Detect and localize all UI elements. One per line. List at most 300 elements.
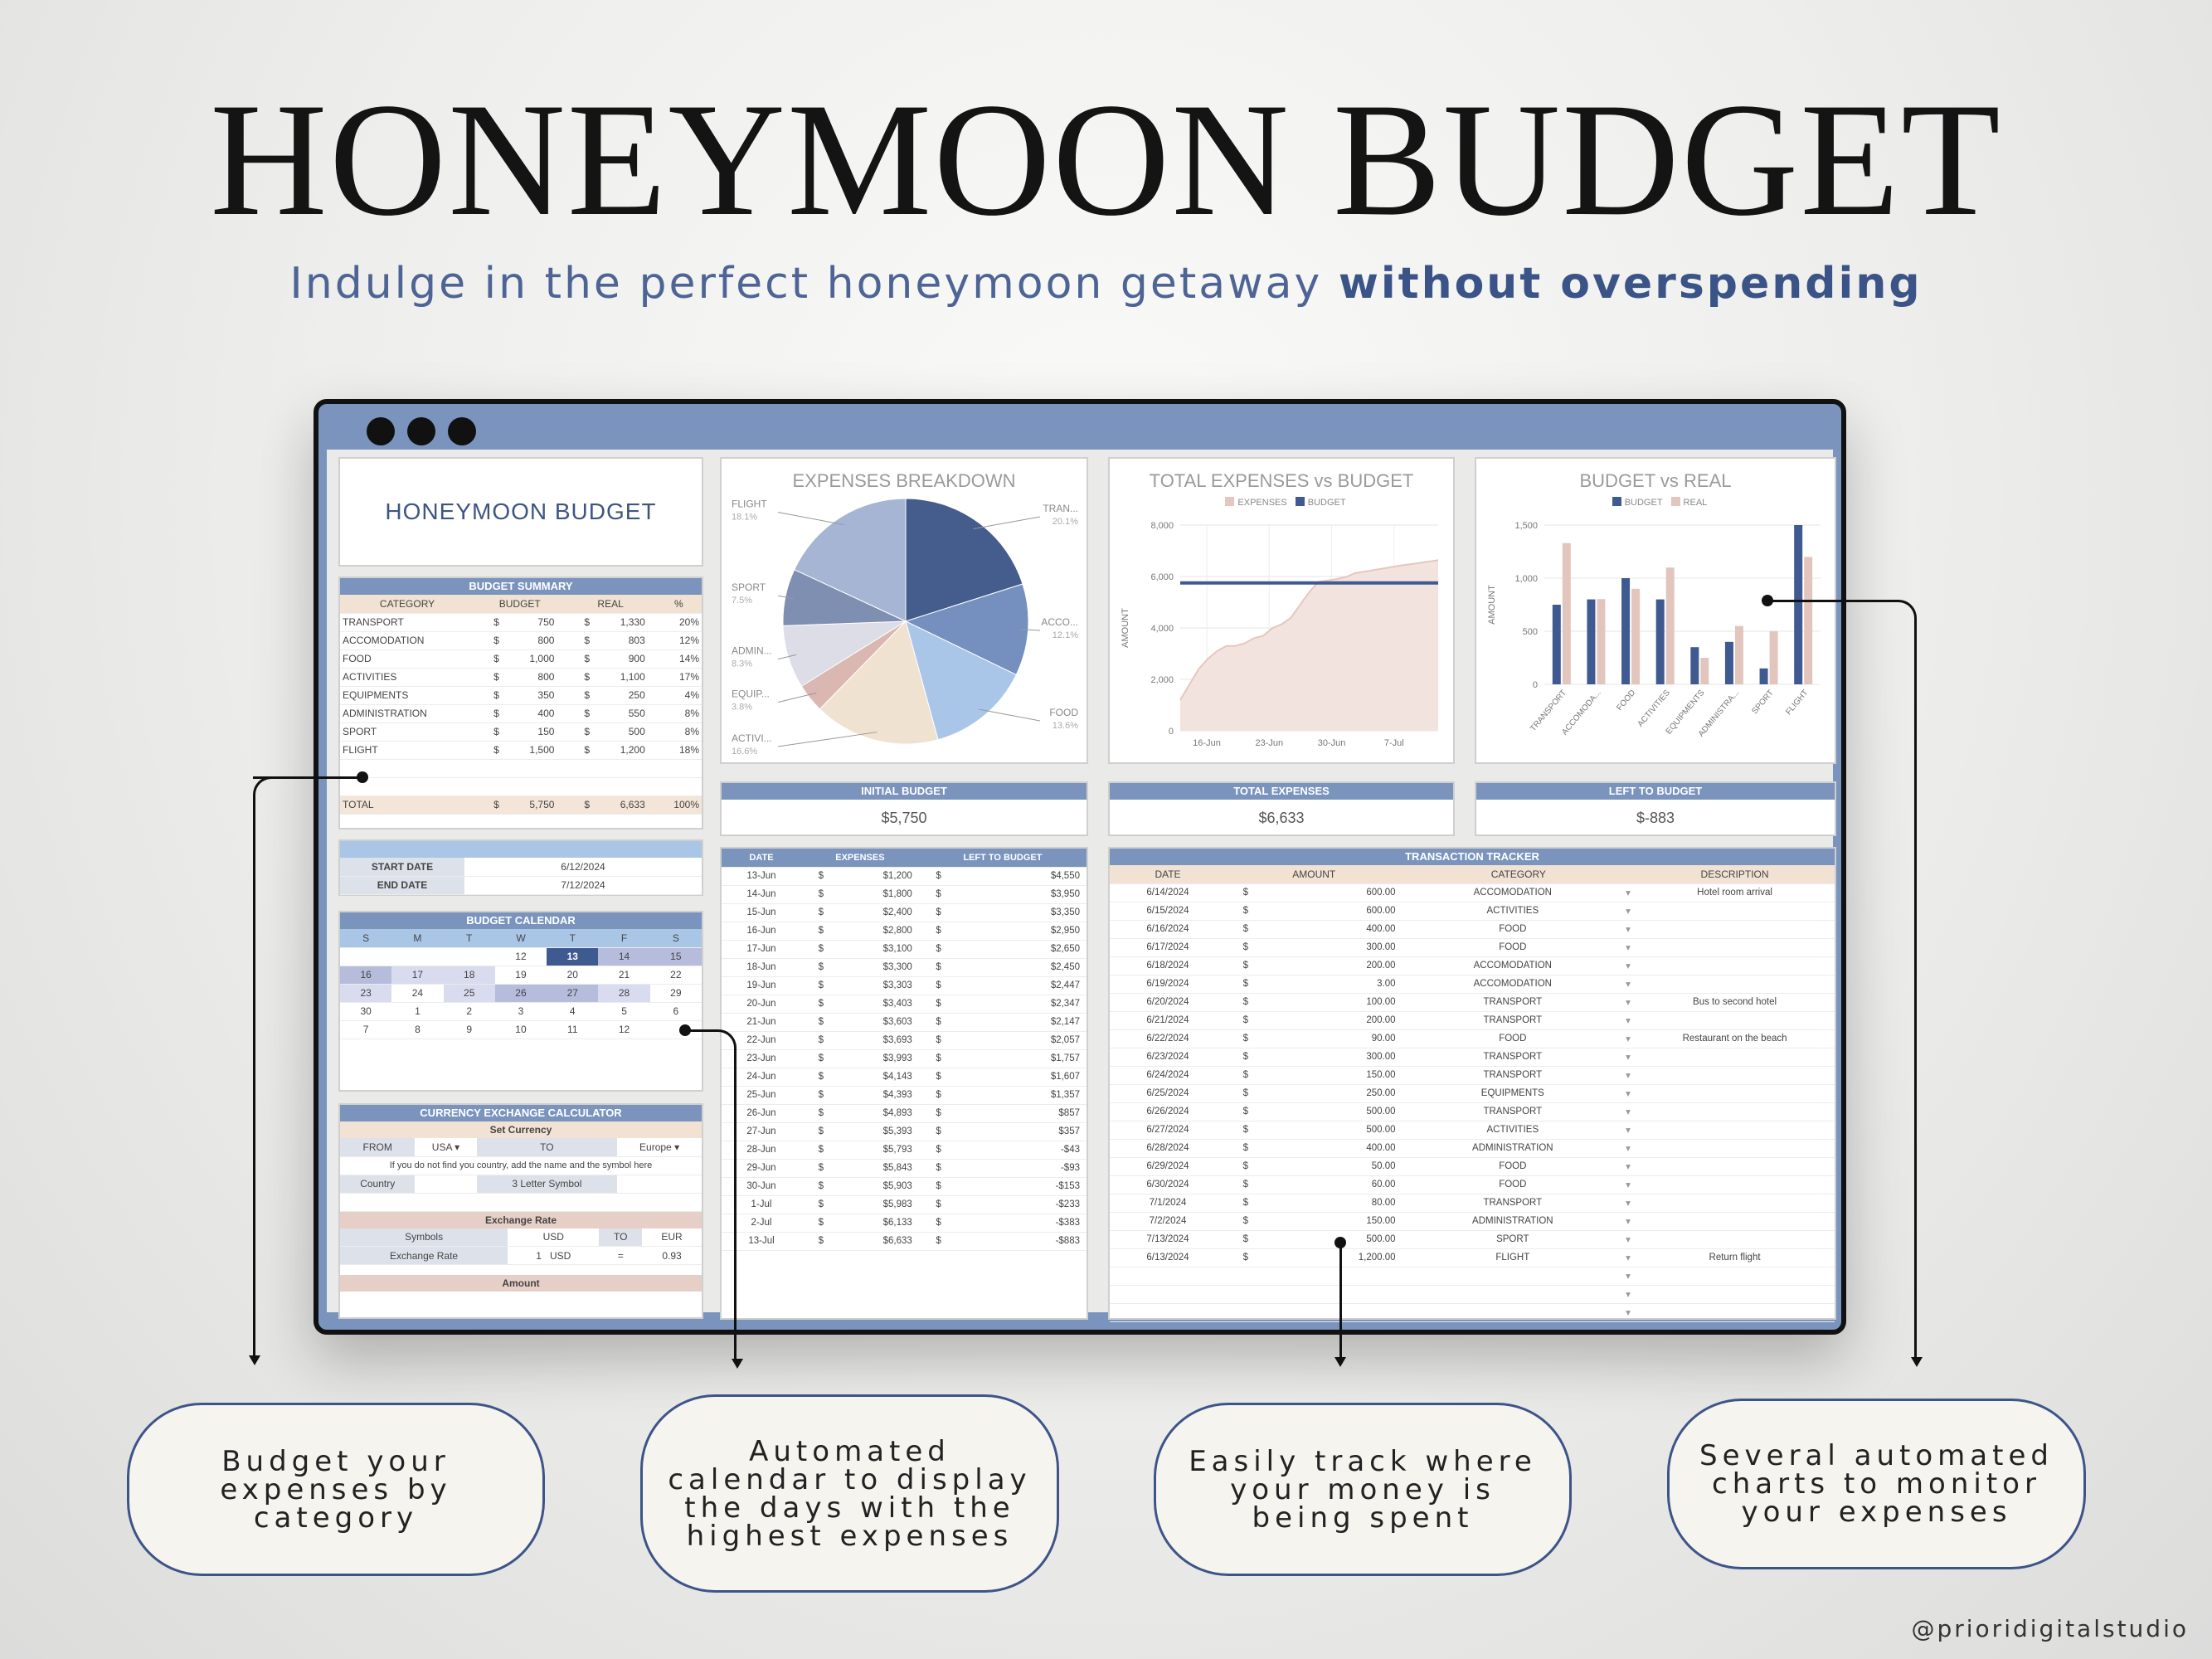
kpi-value: $-883 — [1636, 810, 1675, 826]
total-budget — [474, 795, 565, 814]
transaction-row[interactable] — [1110, 1121, 1835, 1139]
summary-pct: 18% — [656, 741, 702, 759]
daily-row[interactable] — [722, 885, 1087, 903]
currency-sign: $ — [584, 726, 591, 737]
pie-leader-line — [778, 513, 844, 525]
currency-sign: $ — [1226, 902, 1251, 920]
calendar-day[interactable]: 21 — [598, 966, 649, 984]
calendar-day[interactable]: 18 — [444, 966, 495, 984]
sheet-title-card — [338, 457, 703, 567]
daily-expense: $3,993 — [826, 1049, 919, 1068]
to-label-2: TO — [599, 1228, 642, 1247]
trk-category: FOOD — [1403, 1157, 1624, 1175]
currency-sign: $ — [801, 1068, 826, 1086]
trk-amount: 100.00 — [1251, 993, 1403, 1011]
summary-real — [565, 631, 655, 649]
trk-category: TRANSPORT — [1403, 1048, 1624, 1066]
summary-table — [340, 595, 702, 815]
rate-one-value: 1 — [536, 1249, 542, 1262]
daily-row[interactable] — [722, 1141, 1087, 1159]
summary-real — [565, 686, 655, 704]
calendar-day[interactable]: 12 — [495, 947, 547, 966]
calendar-day[interactable]: 19 — [495, 966, 547, 984]
category-dropdown-icon[interactable]: ▾ — [1623, 883, 1635, 902]
bar-real — [1631, 589, 1640, 684]
transaction-row[interactable] — [1110, 1194, 1835, 1212]
currency-sign: $ — [493, 744, 499, 756]
daily-row[interactable] — [722, 1122, 1087, 1141]
feature-bubble: Budget your expenses by category — [127, 1403, 545, 1576]
transaction-empty-row[interactable] — [1110, 1285, 1835, 1303]
rate-value[interactable]: 0.93 — [642, 1247, 702, 1265]
empty-cell — [1403, 1285, 1624, 1303]
calendar-day[interactable]: 2 — [444, 1002, 495, 1020]
currency-note: If you do not find you country, add the name and the symbol here — [340, 1156, 702, 1175]
daily-left: $2,950 — [944, 922, 1087, 940]
calendar-day[interactable]: 30 — [340, 1002, 391, 1020]
tracker-header: TRANSACTION TRACKER — [1110, 849, 1835, 865]
kpi-label: TOTAL EXPENSES — [1110, 783, 1453, 800]
daily-date: 30-Jun — [722, 1177, 801, 1195]
daily-left: $1,757 — [944, 1049, 1087, 1068]
daily-left: $2,347 — [944, 995, 1087, 1013]
category-dropdown-icon[interactable]: ▾ — [1623, 1048, 1635, 1066]
category-dropdown-icon[interactable]: ▾ — [1623, 1194, 1635, 1212]
kpi-initial-budget — [720, 781, 1088, 836]
currency-sign: $ — [801, 1049, 826, 1068]
summary-empty-row[interactable] — [340, 777, 702, 795]
category-dropdown-icon[interactable]: ▾ — [1623, 1084, 1635, 1102]
currency-sign: $ — [584, 635, 591, 646]
empty-cell — [1403, 1303, 1624, 1321]
summary-row[interactable] — [340, 668, 702, 686]
daily-row[interactable] — [722, 958, 1087, 976]
pie-svg — [722, 459, 1087, 762]
category-dropdown-icon[interactable]: ▾ — [1623, 1011, 1635, 1029]
daily-left: -$93 — [944, 1159, 1087, 1177]
category-dropdown-icon[interactable]: ▾ — [1623, 902, 1635, 920]
daily-date: 20-Jun — [722, 995, 801, 1013]
summary-row[interactable] — [340, 686, 702, 704]
currency-sign: $ — [919, 995, 944, 1013]
currency-calculator — [338, 1103, 703, 1319]
calendar-day[interactable]: 10 — [495, 1020, 547, 1039]
daily-left: $3,950 — [944, 885, 1087, 903]
calendar-day[interactable]: 22 — [650, 966, 702, 984]
col-pct: % — [656, 595, 702, 613]
daily-row[interactable] — [722, 922, 1087, 940]
trk-date: 6/20/2024 — [1110, 993, 1226, 1011]
y-tick-label: 4,000 — [1150, 624, 1174, 634]
currency-sign: $ — [801, 940, 826, 958]
pie-category-label: FLIGHT — [732, 498, 767, 510]
summary-budget — [474, 668, 565, 686]
transaction-row[interactable] — [1110, 1066, 1835, 1084]
to-select[interactable]: Europe ▾ — [617, 1138, 702, 1156]
summary-real — [565, 613, 655, 631]
trk-amount: 150.00 — [1251, 1212, 1403, 1230]
x-tick-label: 7-Jul — [1383, 738, 1404, 748]
category-dropdown-icon[interactable]: ▾ — [1623, 1285, 1635, 1303]
daily-row[interactable] — [722, 1031, 1087, 1049]
country-input[interactable] — [415, 1175, 476, 1193]
transaction-row[interactable] — [1110, 1175, 1835, 1194]
currency-sign: $ — [584, 708, 591, 719]
daily-date: 16-Jun — [722, 922, 801, 940]
summary-row[interactable] — [340, 722, 702, 741]
daily-row[interactable] — [722, 1086, 1087, 1104]
currency-sign: $ — [919, 1104, 944, 1122]
empty-cell — [1110, 1303, 1226, 1321]
connector-line — [1767, 600, 1917, 1359]
trk-description: Return flight — [1635, 1248, 1835, 1267]
real-value: 250 — [628, 689, 645, 701]
window-dot-icon[interactable] — [407, 417, 435, 445]
currency-sign: $ — [1226, 1139, 1251, 1157]
currency-sign: $ — [919, 1141, 944, 1159]
daily-expense: $5,843 — [826, 1159, 919, 1177]
summary-budget — [474, 686, 565, 704]
category-dropdown-icon[interactable]: ▾ — [1623, 1029, 1635, 1048]
rate-eq: = — [599, 1247, 642, 1265]
currency-sign: $ — [801, 995, 826, 1013]
real-value: 500 — [628, 726, 645, 737]
daily-expense: $4,893 — [826, 1104, 919, 1122]
empty-cell — [656, 759, 702, 777]
category-dropdown-icon[interactable]: ▾ — [1623, 993, 1635, 1011]
currency-sign: $ — [919, 1195, 944, 1214]
transaction-row[interactable] — [1110, 1084, 1835, 1102]
daily-left: $857 — [944, 1104, 1087, 1122]
y-tick-label: 1,000 — [1514, 574, 1538, 584]
summary-budget — [474, 704, 565, 722]
category-dropdown-icon[interactable]: ▾ — [1623, 1230, 1635, 1248]
col-real: REAL — [565, 595, 655, 613]
empty-cell — [565, 777, 655, 795]
expenses-vs-budget-chart — [1108, 457, 1455, 764]
x-tick-label: 16-Jun — [1193, 738, 1221, 748]
trk-amount: 500.00 — [1251, 1102, 1403, 1121]
summary-row[interactable] — [340, 613, 702, 631]
daily-left: $2,147 — [944, 1013, 1087, 1031]
daily-expense: $3,693 — [826, 1031, 919, 1049]
summary-budget — [474, 741, 565, 759]
daily-row[interactable] — [722, 1013, 1087, 1031]
calendar-grid — [340, 929, 702, 1039]
calendar-day[interactable]: 26 — [495, 984, 547, 1002]
category-dropdown-icon[interactable]: ▾ — [1623, 1248, 1635, 1267]
calendar-day[interactable] — [391, 947, 443, 966]
trk-date: 7/2/2024 — [1110, 1212, 1226, 1230]
category-dropdown-icon[interactable]: ▾ — [1623, 1267, 1635, 1285]
category-dropdown-icon[interactable]: ▾ — [1623, 1303, 1635, 1321]
page-subtitle — [0, 259, 2212, 309]
trk-category: ACCOMODATION — [1403, 956, 1624, 975]
daily-left: $2,650 — [944, 940, 1087, 958]
trk-amount: 500.00 — [1251, 1230, 1403, 1248]
category-dropdown-icon[interactable]: ▾ — [1623, 1212, 1635, 1230]
transaction-row[interactable] — [1110, 883, 1835, 902]
currency-sign: $ — [1226, 938, 1251, 956]
summary-empty-row[interactable] — [340, 759, 702, 777]
trk-category: ACTIVITIES — [1403, 902, 1624, 920]
daily-row[interactable] — [722, 940, 1087, 958]
transaction-empty-row[interactable] — [1110, 1267, 1835, 1285]
calendar-day[interactable]: 16 — [340, 966, 391, 984]
trk-category: TRANSPORT — [1403, 1102, 1624, 1121]
trk-date: 6/16/2024 — [1110, 920, 1226, 938]
calendar-week — [340, 984, 702, 1002]
connector-line — [684, 1029, 737, 1363]
real-value: 1,100 — [620, 671, 645, 683]
calendar-day[interactable]: 24 — [391, 984, 443, 1002]
category-dropdown-icon[interactable]: ▾ — [1623, 1066, 1635, 1084]
category-dropdown-icon[interactable]: ▾ — [1623, 975, 1635, 993]
category-dropdown-icon[interactable]: ▾ — [1623, 1157, 1635, 1175]
end-date-value[interactable]: 7/12/2024 — [464, 876, 702, 894]
calendar-day[interactable]: 23 — [340, 984, 391, 1002]
transaction-row[interactable] — [1110, 1011, 1835, 1029]
daily-left: $3,350 — [944, 903, 1087, 922]
currency-sign: $ — [1226, 1194, 1251, 1212]
trk-amount: 3.00 — [1251, 975, 1403, 993]
trk-date: 6/21/2024 — [1110, 1011, 1226, 1029]
transaction-row[interactable] — [1110, 1230, 1835, 1248]
daily-row[interactable] — [722, 867, 1087, 885]
calendar-day[interactable]: 6 — [650, 1002, 702, 1020]
currency-sign: $ — [919, 1049, 944, 1068]
daily-left: $2,447 — [944, 976, 1087, 995]
from-value: USA — [431, 1141, 452, 1153]
pie-category-label: SPORT — [732, 581, 766, 594]
transaction-row[interactable] — [1110, 938, 1835, 956]
kpi-total-expenses — [1108, 781, 1455, 836]
calendar-day[interactable]: 9 — [444, 1020, 495, 1039]
calendar-day[interactable]: 8 — [391, 1020, 443, 1039]
category-dropdown-icon[interactable]: ▾ — [1623, 1121, 1635, 1139]
daily-expense: $3,403 — [826, 995, 919, 1013]
daily-col-date: DATE — [722, 849, 801, 867]
currency-sign: $ — [1226, 1248, 1251, 1267]
summary-row[interactable] — [340, 741, 702, 759]
legend-budget: BUDGET — [1307, 498, 1346, 508]
calendar-day[interactable]: 5 — [598, 1002, 649, 1020]
daily-expense: $3,300 — [826, 958, 919, 976]
transaction-row[interactable] — [1110, 920, 1835, 938]
calendar-day[interactable] — [444, 947, 495, 966]
daily-date: 23-Jun — [722, 1049, 801, 1068]
daily-expense: $5,793 — [826, 1141, 919, 1159]
weekday-label: T — [444, 929, 495, 947]
daily-row[interactable] — [722, 1049, 1087, 1068]
daily-row[interactable] — [722, 1104, 1087, 1122]
transaction-empty-row[interactable] — [1110, 1303, 1835, 1321]
empty-cell — [1251, 1267, 1403, 1285]
currency-sign: $ — [919, 1214, 944, 1232]
daily-expense: $1,200 — [826, 867, 919, 885]
currency-sign: $ — [919, 885, 944, 903]
daily-row[interactable] — [722, 976, 1087, 995]
budget-value: 800 — [537, 671, 555, 683]
calendar-day[interactable]: 29 — [650, 984, 702, 1002]
y-axis-label: AMOUNT — [1121, 608, 1130, 648]
daily-row[interactable] — [722, 1232, 1087, 1250]
calendar-day[interactable]: 3 — [495, 1002, 547, 1020]
trk-category: FLIGHT — [1403, 1248, 1624, 1267]
transaction-row[interactable] — [1110, 975, 1835, 993]
bar-budget — [1656, 600, 1665, 684]
daily-row[interactable] — [722, 1177, 1087, 1195]
trk-date: 6/30/2024 — [1110, 1175, 1226, 1194]
daily-date: 17-Jun — [722, 940, 801, 958]
daily-row[interactable] — [722, 1195, 1087, 1214]
empty-cell — [565, 759, 655, 777]
currency-sign: $ — [801, 1177, 826, 1195]
calendar-day[interactable]: 17 — [391, 966, 443, 984]
rate-one — [508, 1247, 599, 1265]
real-value: 1,200 — [620, 744, 645, 756]
category-dropdown-icon[interactable]: ▾ — [1623, 1139, 1635, 1157]
window-dot-icon[interactable] — [448, 417, 476, 445]
currency-header: CURRENCY EXCHANGE CALCULATOR — [340, 1105, 702, 1121]
trk-amount: 200.00 — [1251, 956, 1403, 975]
trk-amount: 500.00 — [1251, 1121, 1403, 1139]
daily-expense: $4,393 — [826, 1086, 919, 1104]
daily-date: 1-Jul — [722, 1195, 801, 1214]
category-dropdown-icon[interactable]: ▾ — [1623, 956, 1635, 975]
transaction-row[interactable] — [1110, 1048, 1835, 1066]
calendar-week — [340, 966, 702, 984]
daily-row[interactable] — [722, 903, 1087, 922]
daily-row[interactable] — [722, 1068, 1087, 1086]
daily-date: 18-Jun — [722, 958, 801, 976]
summary-category: FOOD — [340, 649, 474, 668]
trk-date: 6/25/2024 — [1110, 1084, 1226, 1102]
daily-date: 27-Jun — [722, 1122, 801, 1141]
connector-arrow-icon — [1911, 1357, 1923, 1367]
calendar-day[interactable]: 1 — [391, 1002, 443, 1020]
currency-sign: $ — [919, 1031, 944, 1049]
summary-category: TRANSPORT — [340, 613, 474, 631]
currency-sign: $ — [493, 689, 499, 701]
currency-sign: $ — [584, 653, 591, 664]
trk-category: FOOD — [1403, 1029, 1624, 1048]
daily-date: 13-Jun — [722, 867, 801, 885]
currency-sign: $ — [919, 940, 944, 958]
currency-sign: $ — [919, 867, 944, 885]
category-dropdown-icon[interactable]: ▾ — [1623, 1175, 1635, 1194]
weekday-label: F — [598, 929, 649, 947]
calendar-day[interactable]: 7 — [340, 1020, 391, 1039]
empty-cell — [656, 777, 702, 795]
calendar-day[interactable] — [340, 947, 391, 966]
summary-row[interactable] — [340, 704, 702, 722]
connector-arrow-icon — [732, 1359, 743, 1369]
summary-row[interactable] — [340, 649, 702, 668]
calendar-day[interactable]: 15 — [650, 947, 702, 966]
empty-cell — [1251, 1285, 1403, 1303]
currency-sign: $ — [919, 1013, 944, 1031]
transaction-row[interactable] — [1110, 1139, 1835, 1157]
weekday-label: M — [391, 929, 443, 947]
trk-category: ACTIVITIES — [1403, 1121, 1624, 1139]
currency-sign: $ — [1226, 1102, 1251, 1121]
trk-amount: 250.00 — [1251, 1084, 1403, 1102]
transaction-row[interactable] — [1110, 993, 1835, 1011]
category-dropdown-icon[interactable]: ▾ — [1623, 938, 1635, 956]
transaction-row[interactable] — [1110, 956, 1835, 975]
weekday-label: S — [650, 929, 702, 947]
transaction-row[interactable] — [1110, 1029, 1835, 1048]
daily-row[interactable] — [722, 1214, 1087, 1232]
feature-bubble: Automated calendar to display the days with the highest expenses — [640, 1394, 1059, 1593]
bar-real — [1597, 599, 1605, 684]
y-tick-label: 0 — [1168, 727, 1174, 737]
trk-amount: 300.00 — [1251, 938, 1403, 956]
transaction-row[interactable] — [1110, 1248, 1835, 1267]
category-dropdown-icon[interactable]: ▾ — [1623, 1102, 1635, 1121]
trk-date: 7/13/2024 — [1110, 1230, 1226, 1248]
calendar-header: BUDGET CALENDAR — [340, 912, 702, 929]
connector-dot — [679, 1024, 691, 1036]
calendar-day[interactable]: 20 — [547, 966, 598, 984]
from-select[interactable]: USA ▾ — [415, 1138, 476, 1156]
daily-cols — [722, 849, 1087, 867]
daily-left: $2,450 — [944, 958, 1087, 976]
bar-budget — [1690, 647, 1699, 684]
trk-category: SPORT — [1403, 1230, 1624, 1248]
daily-left: $2,057 — [944, 1031, 1087, 1049]
window-dot-icon[interactable] — [367, 417, 395, 445]
empty-cell — [474, 777, 565, 795]
empty-cell — [1110, 1267, 1226, 1285]
currency-sign: $ — [801, 922, 826, 940]
weekday-label: W — [495, 929, 547, 947]
transaction-row[interactable] — [1110, 902, 1835, 920]
category-dropdown-icon[interactable]: ▾ — [1623, 920, 1635, 938]
currency-sign: $ — [1226, 883, 1251, 902]
summary-pct: 8% — [656, 722, 702, 741]
start-date-value[interactable]: 6/12/2024 — [464, 858, 702, 876]
currency-sign: $ — [801, 1232, 826, 1250]
calendar-day[interactable]: 11 — [547, 1020, 598, 1039]
symbols-label: Symbols — [340, 1228, 508, 1247]
subtitle-plain: Indulge in the perfect honeymoon getaway — [289, 259, 1323, 309]
bar-real — [1735, 626, 1743, 684]
y-tick-label: 6,000 — [1150, 572, 1174, 582]
calendar-day[interactable]: 28 — [598, 984, 649, 1002]
daily-row[interactable] — [722, 995, 1087, 1013]
calendar-day[interactable]: 13 — [547, 947, 598, 966]
daily-expense: $2,800 — [826, 922, 919, 940]
summary-row[interactable] — [340, 631, 702, 649]
daily-date: 28-Jun — [722, 1141, 801, 1159]
trk-date: 6/22/2024 — [1110, 1029, 1226, 1048]
calendar-day[interactable]: 4 — [547, 1002, 598, 1020]
transaction-row[interactable] — [1110, 1212, 1835, 1230]
calendar-day[interactable]: 12 — [598, 1020, 649, 1039]
calendar-day[interactable]: 27 — [547, 984, 598, 1002]
calendar-day[interactable]: 14 — [598, 947, 649, 966]
transaction-row[interactable] — [1110, 1102, 1835, 1121]
currency-sign: $ — [919, 1068, 944, 1086]
budget-value: 350 — [537, 689, 555, 701]
transaction-row[interactable] — [1110, 1157, 1835, 1175]
country-label: Country — [340, 1175, 415, 1193]
daily-row[interactable] — [722, 1159, 1087, 1177]
calendar-day[interactable]: 25 — [444, 984, 495, 1002]
daily-expense: $3,303 — [826, 976, 919, 995]
